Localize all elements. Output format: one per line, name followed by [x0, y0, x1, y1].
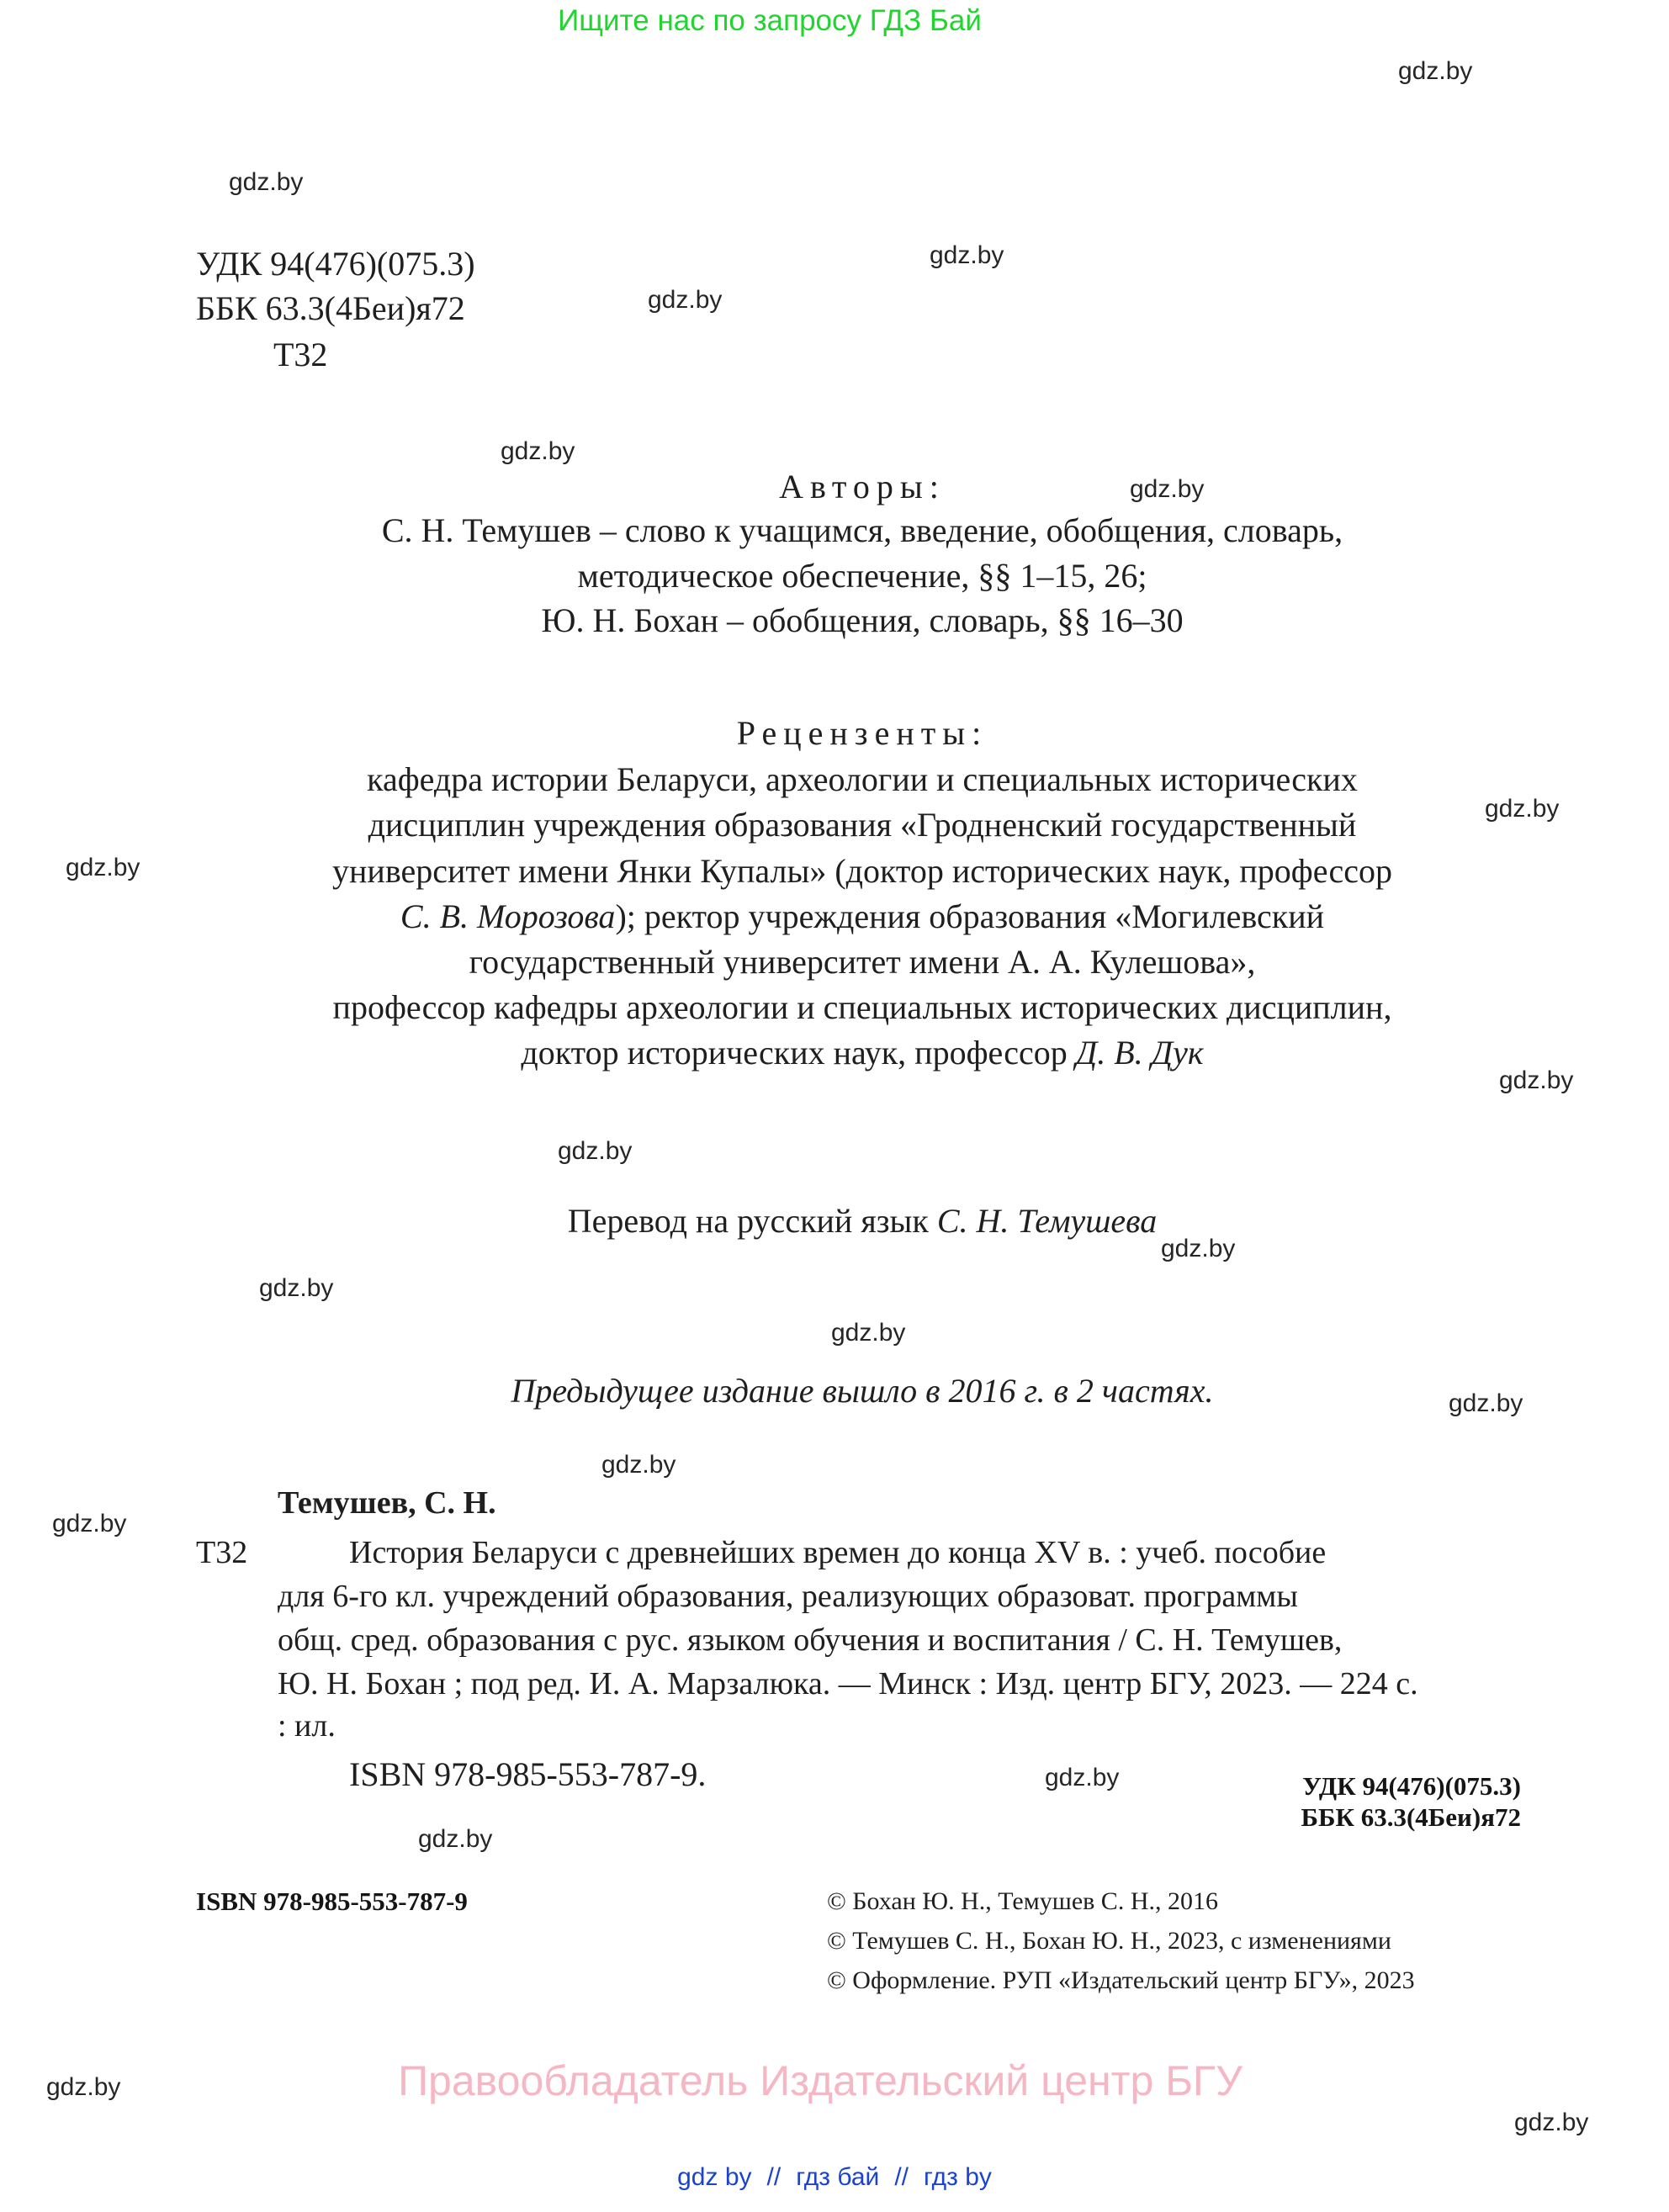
translation-line — [196, 1201, 1529, 1241]
bbk-code: ББК 63.3(4Беи)я72 — [196, 289, 465, 327]
reviewer-line-pre: доктор исторических наук, профессор — [521, 1034, 1076, 1072]
reviewer-line: университет имени Янки Купалы» (доктор исторических наук, профессор — [332, 852, 1392, 890]
reviewer-line: государственный университет имени А. А. Кулешова», — [469, 943, 1256, 981]
imprint-udk: УДК 94(476)(075.3) — [1302, 1771, 1521, 1801]
translation-pre: Перевод на русский язык — [567, 1202, 937, 1240]
copyright-line: © Темушев С. Н., Бохан Ю. Н., 2023, с изменениями — [827, 1927, 1391, 1955]
gdz-watermark: gdz.by — [52, 1510, 127, 1537]
link-separator: // — [894, 2163, 909, 2191]
author-line: С. Н. Темушев – слово к учащимся, введение, обобщения, словарь, — [381, 511, 1343, 549]
gdz-watermark: gdz.by — [558, 1137, 633, 1165]
catalog-entry-line: : ил. — [278, 1708, 336, 1744]
footer-link[interactable]: gdz by — [677, 2163, 752, 2191]
previous-edition-note: Предыдущее издание вышло в 2016 г. в 2 частях. — [511, 1372, 1214, 1410]
gdz-watermark: gdz.by — [1161, 1235, 1236, 1262]
reviewers-heading: Рецензенты: — [736, 714, 988, 752]
author-line: методическое обеспечение, §§ 1–15, 26; — [577, 557, 1147, 595]
gdz-watermark: gdz.by — [1499, 1066, 1574, 1094]
gdz-watermark: gdz.by — [648, 286, 723, 314]
footer-links — [0, 2163, 1669, 2192]
catalog-entry-line: Ю. Н. Бохан ; под ред. И. А. Марзалюка. — Минск : Изд. центр БГУ, 2023. — 224 с. — [278, 1666, 1418, 1701]
gdz-watermark: gdz.by — [1485, 795, 1560, 823]
reviewer-line — [196, 1033, 1529, 1073]
gdz-watermark: gdz.by — [259, 1274, 334, 1302]
catalog-entry-line: История Беларуси с древнейших времен до конца XV в. : учеб. пособие — [349, 1535, 1327, 1570]
rights-holder-note: Правообладатель Издательский центр БГУ — [398, 2057, 1242, 2104]
gdz-watermark: gdz.by — [66, 854, 140, 881]
catalog-entry-line: для 6-го кл. учреждений образования, реализующих образоват. программы — [278, 1579, 1298, 1614]
gdz-watermark: gdz.by — [1449, 1389, 1523, 1417]
catalog-label: Т32 — [196, 1535, 248, 1570]
gdz-watermark: gdz.by — [601, 1451, 676, 1479]
reviewer-line: дисциплин учреждения образования «Гродненский государственный — [368, 806, 1357, 844]
gdz-watermark: gdz.by — [418, 1825, 493, 1853]
gdz-watermark: gdz.by — [1045, 1764, 1120, 1791]
imprint-codes — [1301, 1770, 1521, 1833]
footer-link[interactable]: гдз бай — [796, 2163, 880, 2191]
gdz-watermark: gdz.by — [1130, 475, 1205, 503]
gdz-watermark: gdz.by — [831, 1319, 906, 1347]
reviewer-line: кафедра истории Беларуси, археологии и специальных исторических — [367, 760, 1358, 798]
gdz-watermark: gdz.by — [501, 437, 575, 465]
author-line: Ю. Н. Бохан – обобщения, словарь, §§ 16–30 — [541, 601, 1184, 639]
isbn-bottom: ISBN 978-985-553-787-9 — [196, 1887, 468, 1916]
catalog-entry-line: общ. сред. образования с рус. языком обучения и воспитания / С. Н. Темушев, — [278, 1622, 1343, 1658]
reviewer-line: профессор кафедры археологии и специальных исторических дисциплин, — [332, 988, 1392, 1026]
imprint-bbk: ББК 63.3(4Беи)я72 — [1301, 1802, 1521, 1833]
reviewer-name-italic: Д. В. Дук — [1075, 1034, 1204, 1072]
gdz-watermark: gdz.by — [930, 241, 1004, 269]
authors-heading: Авторы: — [779, 468, 946, 505]
copyright-line: © Бохан Ю. Н., Темушев С. Н., 2016 — [827, 1887, 1218, 1915]
gdz-watermark: gdz.by — [1514, 2109, 1589, 2136]
link-separator: // — [766, 2163, 782, 2191]
translator-name-italic: С. Н. Темушева — [936, 1202, 1158, 1240]
gdz-watermark: gdz.by — [1398, 57, 1473, 85]
promo-banner: Ищите нас по запросу ГДЗ Бай — [558, 4, 982, 37]
isbn-line: ISBN 978-985-553-787-9. — [349, 1755, 707, 1793]
reviewer-line-rest: ); ректор учреждения образования «Могилевский — [615, 897, 1325, 935]
catalog-label-top: Т32 — [273, 336, 328, 373]
reviewer-name-italic: С. В. Морозова — [400, 897, 616, 935]
gdz-watermark: gdz.by — [229, 168, 304, 196]
reviewer-line — [196, 897, 1529, 937]
udk-code: УДК 94(476)(075.3) — [196, 245, 475, 283]
catalog-author: Темушев, С. Н. — [278, 1485, 496, 1521]
copyright-line: © Оформление. РУП «Издательский центр БГУ», 2023 — [827, 1966, 1415, 1994]
gdz-watermark: gdz.by — [46, 2073, 121, 2101]
footer-link[interactable]: гдз by — [924, 2163, 992, 2191]
